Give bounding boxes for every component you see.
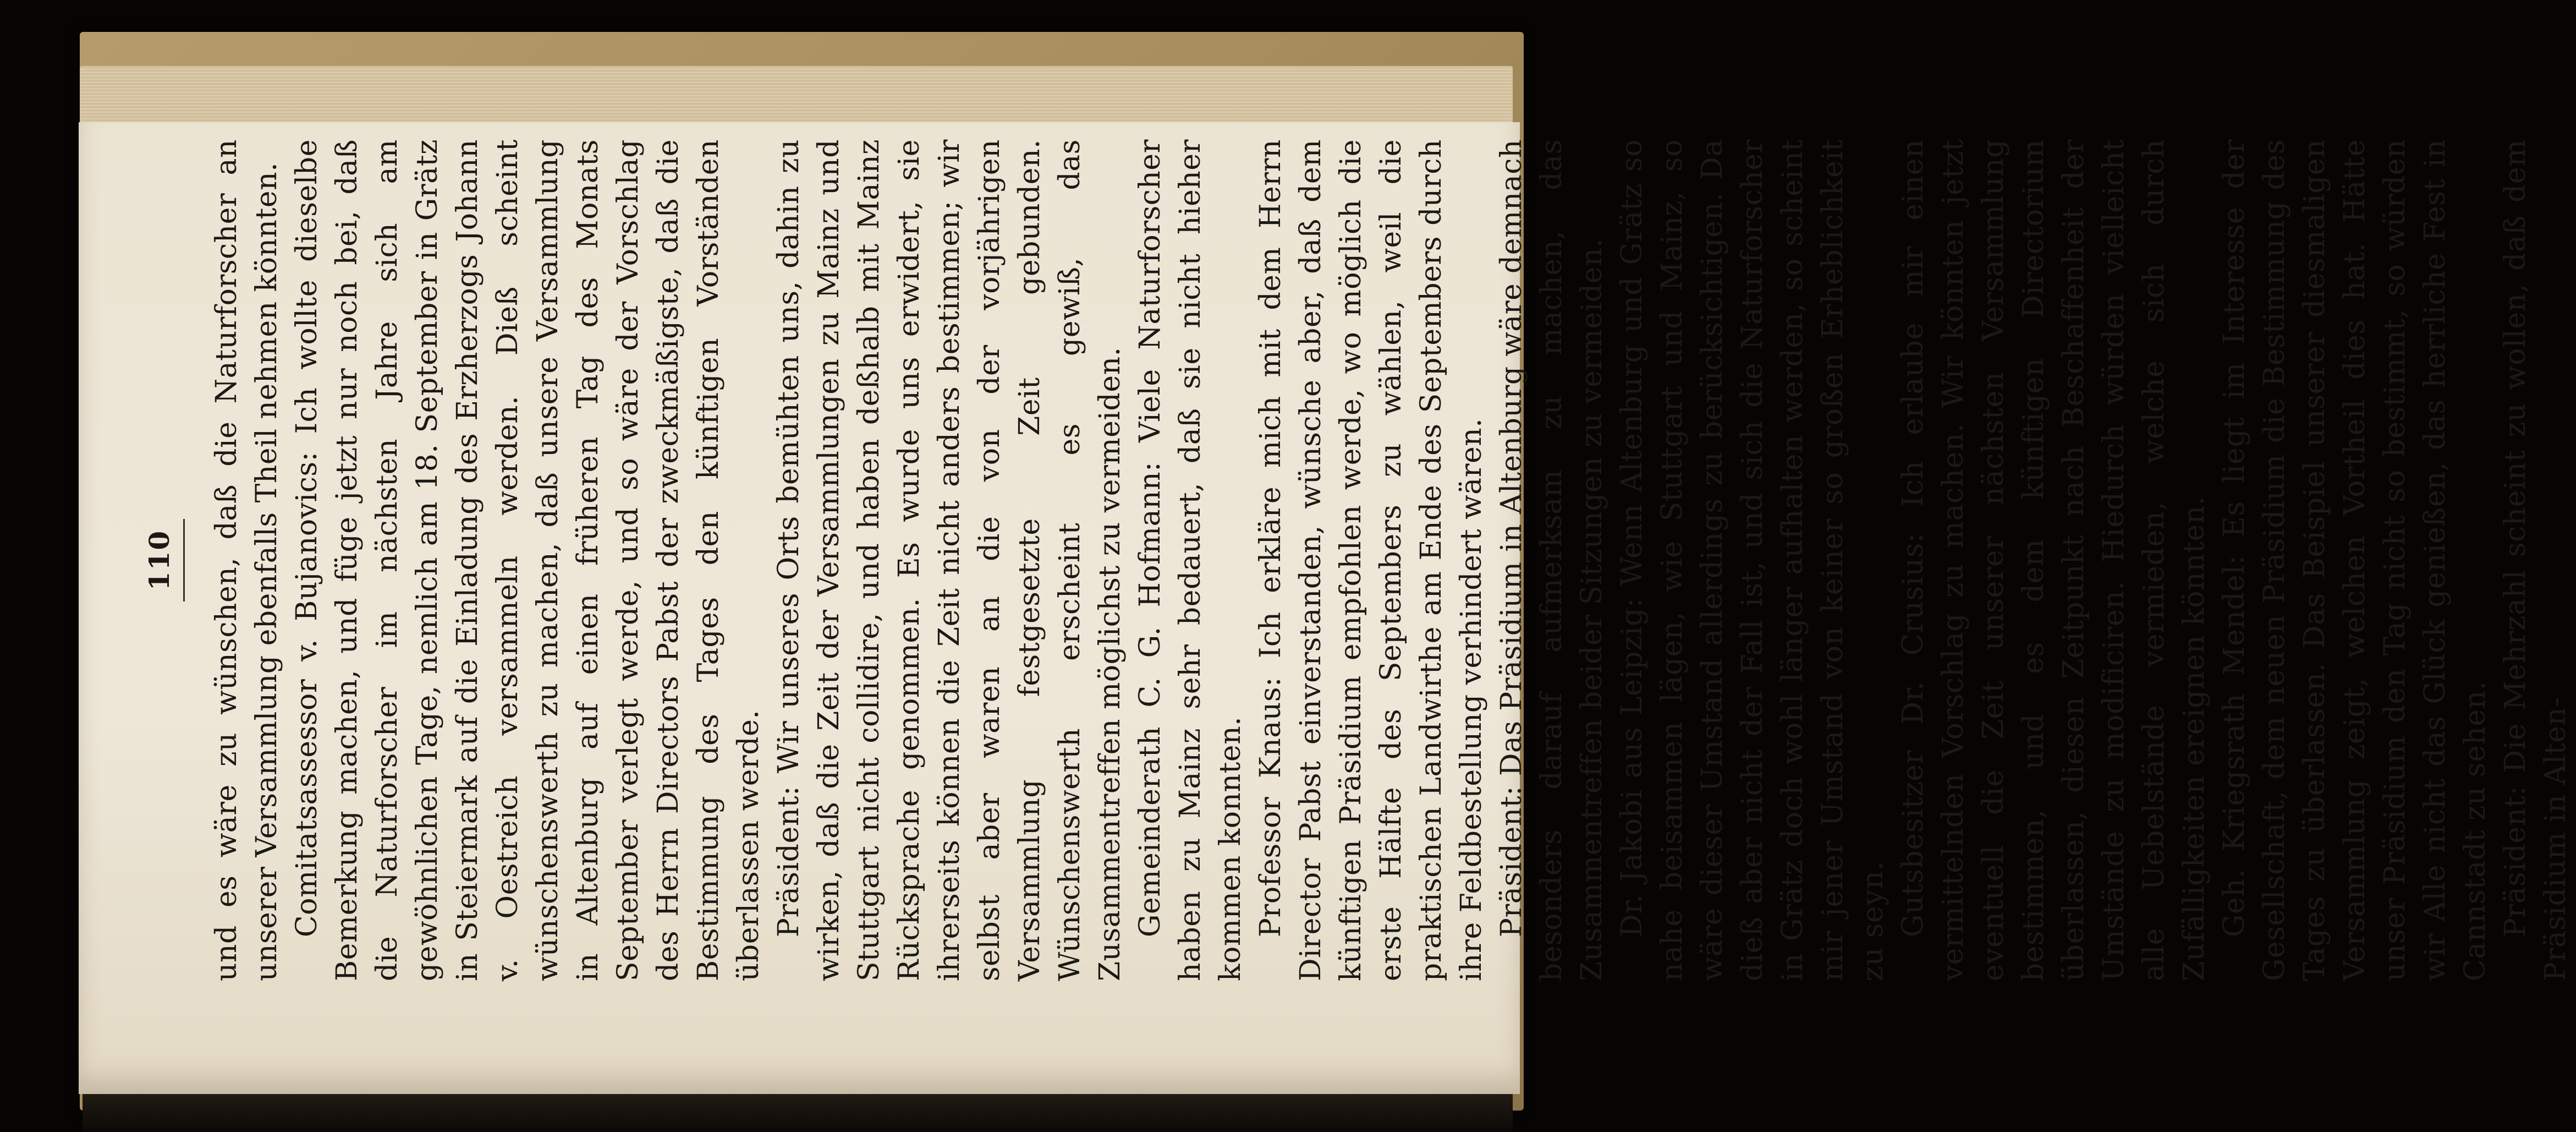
paragraph-list <box>207 139 2576 981</box>
paragraph: Präsident: Das Präsidium in Altenburg wäre demnach besonders darauf aufmerksam zu machen, das Zusammentreffen beider Sitzungen zu vermeiden. <box>1495 139 1608 981</box>
page-text-block <box>143 139 2572 981</box>
paragraph: Präsident: Die Mehrzahl scheint zu wollen, daß dem Präsidium in Alten- <box>2499 139 2572 981</box>
header-rule <box>183 519 185 601</box>
paragraph: Gemeinderath C. G. Hofmann: Viele Naturforscher haben zu Mainz sehr bedauert, daß sie nicht hieher kommen konnten. <box>1134 139 1247 981</box>
paragraph: Dr. Jakobi aus Leipzig: Wenn Altenburg und Grätz so nahe beisammen lägen, wie Stuttgart und Mainz, so wäre dieser Umstand allerdings zu berücksichtigen. Da dieß aber nicht der Fall ist, und sich die Naturforscher in Grätz doch wohl länger aufhalten werden, so scheint mir jener Umstand von keiner so großen Erheblichkeit zu seyn. <box>1616 139 1890 981</box>
paragraph: und es wäre zu wünschen, daß die Naturforscher an unserer Versammlung ebenfalls Theil nehmen könnten. <box>210 139 283 981</box>
paragraph: Präsident: Wir unseres Orts bemühten uns, dahin zu wirken, daß die Zeit der Versammlungen zu Mainz und Stuttgart nicht collidire, und haben deßhalb mit Mainz Rücksprache genommen. Es wurde uns erwidert, sie ihrerseits können die Zeit nicht anders bestimmen; wir selbst aber waren an die von der vorjährigen Versammlung festgesetzte Zeit gebunden. Wünschenswerth erscheint es gewiß, das Zusammentreffen möglichst zu vermeiden. <box>772 139 1127 981</box>
paragraph: Geh. Kriegsrath Mendel: Es liegt im Interesse der Gesellschaft, dem neuen Präsidium die Bestimmung des Tages zu überlassen. Das Beispiel unserer diesmaligen Versammlung zeigt, welchen Vortheil dies hat. Hätte unser Präsidium den Tag nicht so bestimmt, so würden wir Alle nicht das Glück genießen, das herrliche Fest in Cannstadt zu sehen. <box>2218 139 2492 981</box>
paragraph: Gutsbesitzer Dr. Crusius: Ich erlaube mir einen vermittelnden Vorschlag zu machen. Wir könnten jetzt eventuell die Zeit unserer nächsten Versammlung bestimmen, und es dem künftigen Directorium überlassen, diesen Zeitpunkt nach Beschaffenheit der Umstände zu modificiren. Hiedurch würden vielleicht alle Uebelstände vermieden, welche sich durch Zufälligkeiten ereignen könnten. <box>1897 139 2211 981</box>
paragraph: Professor Knaus: Ich erkläre mich mit dem Herrn Director Pabst einverstanden, wünsche aber, daß dem künftigen Präsidium empfohlen werde, wo möglich die erste Hälfte des Septembers zu wählen, weil die praktischen Landwirthe am Ende des Septembers durch ihre Feldbestellung verhindert wären. <box>1254 139 1488 981</box>
paragraph: Comitatsassessor v. Bujanovics: Ich wollte dieselbe Bemerkung machen, und füge jetzt nur noch bei, daß die Naturforscher im nächsten Jahre sich am gewöhnlichen Tage, nemlich am 18. September in Grätz in Steiermark auf die Einladung des Erzherzogs Johann v. Oestreich versammeln werden. Dieß scheint wünschenswerth zu machen, daß unsere Versammlung in Altenburg auf einen früheren Tag des Monats September verlegt werde, und so wäre der Vorschlag des Herrn Directors Pabst der zweckmäßigste, daß die Bestimmung des Tages den künftigen Vorständen überlassen werde. <box>290 139 765 981</box>
page-number: 110 <box>143 529 175 591</box>
